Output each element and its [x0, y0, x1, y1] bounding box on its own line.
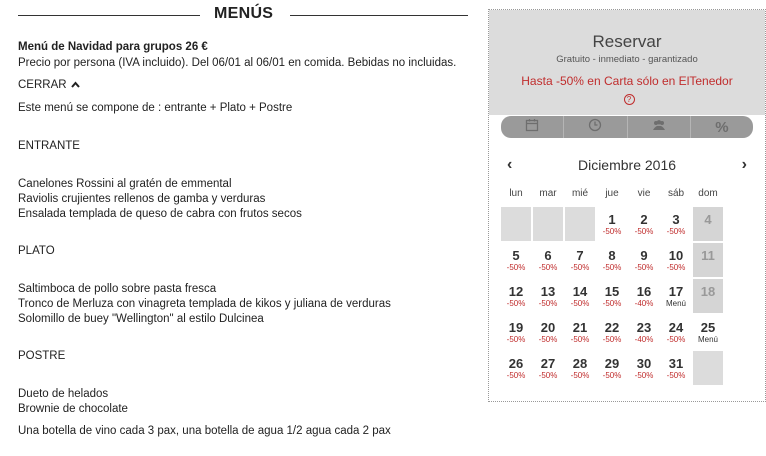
calendar-day[interactable] [532, 242, 564, 278]
booking-tagline: Gratuito - inmediato - garantizado [556, 54, 698, 65]
calendar-empty-cell [564, 206, 596, 242]
day-discount: -50% [538, 335, 558, 344]
calendar-day[interactable] [660, 242, 692, 278]
day-number: 2 [640, 212, 648, 227]
day-discount: -50% [602, 299, 622, 308]
calendar-week [500, 206, 726, 242]
calendar-day[interactable] [596, 350, 628, 386]
day-discount: -50% [570, 299, 590, 308]
dish-item: Brownie de chocolate [18, 403, 128, 415]
day-discount: -50% [570, 263, 590, 272]
collapse-label: CERRAR [18, 79, 67, 91]
step-tab-offer[interactable] [691, 116, 753, 138]
day-number: 1 [608, 212, 616, 227]
day-menu-tag: Menú [665, 299, 686, 308]
day-discount: -50% [602, 371, 622, 380]
booking-widget [488, 9, 766, 402]
day-number: 29 [604, 356, 620, 371]
day-discount: -50% [602, 227, 622, 236]
calendar-empty-cell [500, 206, 532, 242]
day-number: 25 [700, 320, 716, 335]
calendar-day[interactable] [628, 314, 660, 350]
day-discount: -50% [538, 371, 558, 380]
menu-composition: Este menú se compone de : entrante + Plato + Postre [18, 102, 293, 114]
day-discount: -50% [634, 227, 654, 236]
calendar-day[interactable] [532, 314, 564, 350]
calendar-day[interactable] [628, 278, 660, 314]
step-tab-people[interactable] [628, 116, 691, 138]
calendar-day[interactable] [628, 242, 660, 278]
calendar-day[interactable] [596, 278, 628, 314]
calendar-weekdays [500, 188, 724, 199]
day-number: 14 [572, 284, 588, 299]
dish-item: Solomillo de buey "Wellington" al estilo Dulcinea [18, 313, 264, 325]
day-number: 12 [508, 284, 524, 299]
chevron-up-icon [71, 78, 80, 94]
chevron-right-icon[interactable]: › [741, 156, 747, 173]
weekday-label: jue [605, 188, 619, 199]
day-number: 31 [668, 356, 684, 371]
day-number: 18 [700, 284, 716, 299]
day-discount: -50% [570, 371, 590, 380]
day-number: 22 [604, 320, 620, 335]
day-number: 27 [540, 356, 556, 371]
day-number: 28 [572, 356, 588, 371]
booking-header [489, 10, 765, 115]
day-discount: -50% [634, 263, 654, 272]
weekday-label: vie [637, 188, 651, 199]
calendar-day[interactable] [500, 242, 532, 278]
day-number: 10 [668, 248, 684, 263]
day-number: 15 [604, 284, 620, 299]
calendar-day[interactable] [596, 242, 628, 278]
dish-item: Tronco de Merluza con vinagreta templada de kikos y juliana de verduras [18, 298, 391, 310]
percent-icon: % [715, 118, 729, 136]
dish-item: Dueto de helados [18, 388, 109, 400]
day-number: 21 [572, 320, 588, 335]
calendar-day[interactable] [564, 350, 596, 386]
calendar-day[interactable] [628, 206, 660, 242]
calendar-day[interactable] [500, 278, 532, 314]
step-tab-date[interactable] [501, 116, 564, 138]
section-label-postre: POSTRE [18, 350, 66, 362]
calendar-day[interactable] [564, 278, 596, 314]
day-number: 6 [544, 248, 552, 263]
day-number: 30 [636, 356, 652, 371]
day-discount: -50% [570, 335, 590, 344]
day-number: 26 [508, 356, 524, 371]
calendar-day[interactable] [660, 350, 692, 386]
calendar-week [500, 350, 726, 386]
heading-rule-right [290, 15, 468, 16]
day-number: 9 [640, 248, 648, 263]
day-discount: -50% [666, 263, 686, 272]
calendar-day[interactable] [532, 350, 564, 386]
calendar-day[interactable] [660, 206, 692, 242]
calendar-day-unavailable [692, 206, 724, 242]
day-number: 3 [672, 212, 680, 227]
weekday-label: dom [698, 188, 718, 199]
day-number: 8 [608, 248, 616, 263]
clock-icon [588, 118, 602, 137]
dish-item: Canelones Rossini al gratén de emmental [18, 178, 232, 190]
calendar-icon [525, 118, 539, 137]
day-discount: -50% [506, 335, 526, 344]
calendar-day[interactable] [532, 278, 564, 314]
promo-text [489, 72, 765, 108]
promo-label: Hasta -50% en Carta sólo en ElTenedor [521, 74, 733, 88]
chevron-left-icon[interactable]: ‹ [507, 156, 513, 173]
menu-heading [18, 6, 470, 26]
weekday-label: mié [571, 188, 589, 199]
calendar-day-unavailable [692, 242, 724, 278]
calendar-day[interactable] [500, 350, 532, 386]
heading-rule-left [18, 15, 200, 16]
calendar-day[interactable] [596, 314, 628, 350]
day-discount: -40% [634, 335, 654, 344]
dish-item: Ensalada templada de queso de cabra con frutos secos [18, 208, 302, 220]
day-number: 7 [576, 248, 584, 263]
menu-name: Menú de Navidad para grupos 26 € [18, 41, 208, 53]
day-discount: -50% [538, 299, 558, 308]
day-number: 20 [540, 320, 556, 335]
calendar-nav [501, 156, 753, 176]
info-icon[interactable]: ? [624, 94, 635, 105]
calendar-empty-cell [692, 350, 724, 386]
calendar-week [500, 278, 726, 314]
day-discount: -50% [602, 263, 622, 272]
day-discount: -50% [538, 263, 558, 272]
day-discount: -50% [602, 335, 622, 344]
booking-steps [501, 116, 753, 138]
day-discount: -50% [506, 263, 526, 272]
weekday-label: sáb [667, 188, 685, 199]
calendar-day-unavailable [692, 278, 724, 314]
day-number: 11 [701, 248, 715, 263]
calendar-day[interactable] [564, 242, 596, 278]
day-discount: -50% [666, 371, 686, 380]
day-number: 5 [512, 248, 520, 263]
day-discount: -50% [634, 371, 654, 380]
calendar-day[interactable] [660, 314, 692, 350]
calendar-day[interactable] [628, 350, 660, 386]
drinks-note: Una botella de vino cada 3 pax, una botella de agua 1/2 agua cada 2 pax [18, 425, 391, 437]
menu-heading-title: MENÚS [214, 5, 274, 22]
calendar-day[interactable] [660, 278, 692, 314]
people-icon [652, 118, 666, 137]
day-discount: -50% [666, 335, 686, 344]
weekday-label: mar [539, 188, 557, 199]
day-number: 23 [636, 320, 652, 335]
calendar-week [500, 314, 726, 350]
day-number: 24 [668, 320, 684, 335]
booking-title: Reservar [592, 32, 662, 51]
day-number: 13 [540, 284, 556, 299]
calendar-day[interactable] [500, 314, 532, 350]
day-menu-tag: Menú [697, 335, 718, 344]
calendar-grid [500, 206, 726, 386]
menu-description: Precio por persona (IVA incluido). Del 06/01 al 06/01 en comida. Bebidas no incluidas. [18, 57, 457, 69]
dish-item: Raviolis crujientes rellenos de gamba y verduras [18, 193, 266, 205]
section-label-entrante: ENTRANTE [18, 140, 80, 152]
day-discount: -40% [634, 299, 654, 308]
weekday-label: lun [509, 188, 523, 199]
calendar-day[interactable] [564, 314, 596, 350]
calendar-day[interactable] [596, 206, 628, 242]
day-number: 17 [668, 284, 684, 299]
collapse-menu-toggle[interactable] [18, 78, 80, 94]
day-discount: -50% [506, 371, 526, 380]
calendar-empty-cell [532, 206, 564, 242]
dish-item: Saltimboca de pollo sobre pasta fresca [18, 283, 217, 295]
step-tab-time[interactable] [564, 116, 627, 138]
day-number: 4 [704, 212, 712, 227]
calendar-week [500, 242, 726, 278]
day-discount: -50% [506, 299, 526, 308]
day-number: 19 [508, 320, 524, 335]
calendar-day[interactable] [692, 314, 724, 350]
section-label-plato: PLATO [18, 245, 55, 257]
day-discount: -50% [666, 227, 686, 236]
day-number: 16 [636, 284, 652, 299]
calendar-month: Diciembre 2016 [577, 157, 677, 173]
